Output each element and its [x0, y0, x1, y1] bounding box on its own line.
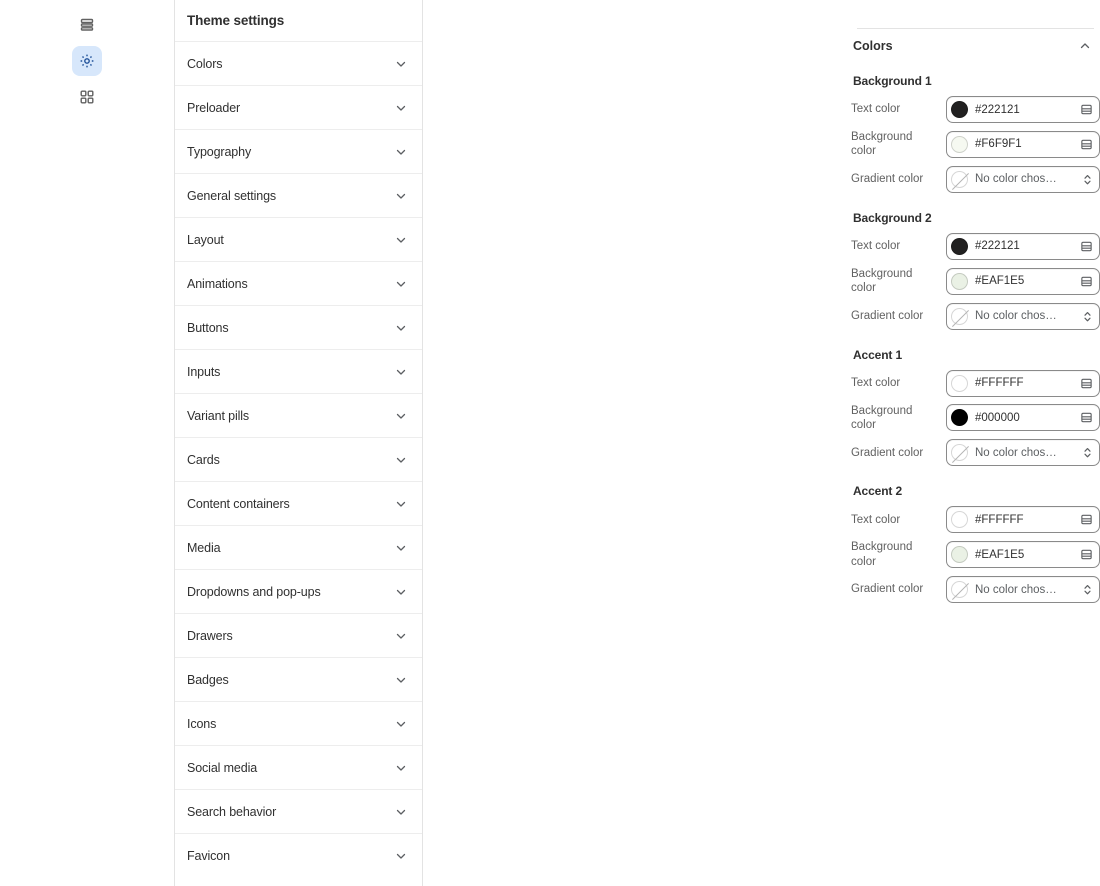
- settings-section-label: Dropdowns and pop-ups: [187, 584, 321, 599]
- color-swatch[interactable]: [951, 273, 968, 290]
- color-field: [851, 233, 1100, 260]
- chevron-down-icon[interactable]: [394, 497, 408, 511]
- color-value-text: No color chos…: [975, 446, 1057, 459]
- settings-section-row[interactable]: [175, 393, 422, 437]
- color-field-label: Background color: [851, 131, 913, 158]
- color-field-label: Background color: [851, 541, 913, 568]
- color-input[interactable]: [946, 268, 1100, 295]
- settings-section-label: Badges: [187, 672, 229, 687]
- settings-section-row[interactable]: [175, 41, 422, 85]
- theme-settings-icon-button[interactable]: [72, 46, 102, 76]
- color-swatch[interactable]: [951, 511, 968, 528]
- settings-section-label: Content containers: [187, 496, 290, 511]
- settings-section-label: Colors: [187, 56, 223, 71]
- color-swatch[interactable]: [951, 581, 968, 598]
- color-picker-icon[interactable]: [1080, 103, 1093, 116]
- chevron-down-icon[interactable]: [394, 761, 408, 775]
- color-swatch[interactable]: [951, 136, 968, 153]
- color-value-text: #FFFFFF: [975, 377, 1024, 389]
- color-value-text: No color chos…: [975, 583, 1057, 596]
- settings-section-row[interactable]: [175, 437, 422, 481]
- chevron-down-icon[interactable]: [394, 101, 408, 115]
- gradient-color-select[interactable]: [946, 576, 1100, 603]
- settings-section-label: Variant pills: [187, 408, 250, 423]
- color-value-text: #EAF1E5: [975, 548, 1025, 561]
- color-swatch[interactable]: [951, 308, 968, 325]
- color-picker-icon[interactable]: [1080, 377, 1093, 390]
- color-value-text: #000000: [975, 411, 1020, 424]
- color-picker-icon[interactable]: [1080, 548, 1093, 561]
- chevron-down-icon[interactable]: [394, 233, 408, 247]
- color-swatch[interactable]: [951, 238, 968, 255]
- color-value-text: #EAF1E5: [975, 275, 1025, 288]
- color-input[interactable]: [946, 131, 1100, 158]
- color-input[interactable]: [946, 96, 1100, 123]
- color-input[interactable]: [946, 541, 1100, 568]
- color-field-label: Gradient color: [851, 446, 924, 459]
- chevron-down-icon[interactable]: [394, 541, 408, 555]
- color-field: [851, 166, 1100, 193]
- settings-section-row[interactable]: [175, 613, 422, 657]
- gradient-color-select[interactable]: [946, 303, 1100, 330]
- color-field: [851, 576, 1100, 603]
- colors-settings-panel: [423, 0, 1057, 886]
- settings-section-row[interactable]: [175, 745, 422, 789]
- theme-settings-section-list: [175, 41, 422, 877]
- color-input[interactable]: [946, 233, 1100, 260]
- color-swatch[interactable]: [951, 409, 968, 426]
- theme-settings-title: Theme settings: [187, 13, 285, 28]
- color-field: [851, 506, 1100, 533]
- color-group-title: Accent 2: [853, 484, 903, 499]
- settings-section-label: Preloader: [187, 100, 241, 115]
- color-field-label: Background color: [851, 267, 913, 295]
- settings-section-row[interactable]: [175, 85, 422, 129]
- settings-section-row[interactable]: [175, 305, 422, 349]
- color-picker-icon[interactable]: [1080, 411, 1093, 424]
- select-chevrons-icon[interactable]: [1082, 310, 1093, 323]
- color-group: [851, 337, 1100, 467]
- color-value-text: No color chos…: [975, 310, 1057, 322]
- theme-settings-panel: [174, 0, 423, 886]
- colors-panel-header[interactable]: [851, 29, 1100, 63]
- color-swatch[interactable]: [951, 375, 968, 392]
- chevron-down-icon[interactable]: [394, 189, 408, 203]
- settings-section-row[interactable]: [175, 173, 422, 217]
- sections-icon-button[interactable]: [72, 10, 102, 40]
- settings-section-row[interactable]: [175, 129, 422, 173]
- settings-section-label: Favicon: [187, 848, 230, 863]
- color-group-title: Background 1: [853, 74, 932, 88]
- chevron-down-icon[interactable]: [394, 629, 408, 643]
- color-input[interactable]: [946, 404, 1100, 431]
- sections-icon: [79, 17, 95, 33]
- color-picker-icon[interactable]: [1080, 275, 1093, 288]
- color-picker-icon[interactable]: [1080, 513, 1093, 526]
- color-value-text: No color chos…: [975, 173, 1057, 186]
- chevron-up-icon[interactable]: [1078, 39, 1092, 53]
- color-field: [851, 439, 1100, 466]
- settings-section-row[interactable]: [175, 349, 422, 393]
- color-field: [851, 96, 1100, 123]
- color-swatch[interactable]: [951, 101, 968, 118]
- settings-section-label: Social media: [187, 760, 258, 775]
- color-swatch[interactable]: [951, 546, 968, 563]
- color-field-label: Text color: [851, 240, 901, 253]
- settings-section-row[interactable]: [175, 217, 422, 261]
- color-input[interactable]: [946, 506, 1100, 533]
- color-group: [851, 63, 1100, 193]
- color-swatch[interactable]: [951, 171, 968, 188]
- editor-icon-rail: [0, 0, 174, 886]
- color-input[interactable]: [946, 370, 1100, 397]
- color-field-label: Gradient color: [851, 173, 924, 186]
- color-field-label: Gradient color: [851, 583, 924, 596]
- settings-section-label: Inputs: [187, 364, 221, 379]
- settings-section-row[interactable]: [175, 789, 422, 833]
- chevron-down-icon[interactable]: [394, 409, 408, 423]
- chevron-down-icon[interactable]: [394, 805, 408, 819]
- color-field: [851, 370, 1100, 397]
- settings-section-label: Media: [187, 540, 221, 555]
- settings-section-label: Drawers: [187, 628, 233, 643]
- color-group-title: Background 2: [853, 210, 932, 225]
- chevron-down-icon[interactable]: [394, 365, 408, 379]
- color-field-label: Text color: [851, 103, 901, 116]
- color-field-label: Gradient color: [851, 309, 924, 322]
- settings-section-label: Buttons: [187, 320, 229, 335]
- settings-section-row[interactable]: [175, 525, 422, 569]
- chevron-down-icon[interactable]: [394, 717, 408, 731]
- settings-section-row[interactable]: [175, 481, 422, 525]
- color-picker-icon[interactable]: [1080, 138, 1093, 151]
- color-field-label: Text color: [851, 376, 901, 389]
- color-groups-list: [851, 63, 1100, 603]
- color-value-text: #FFFFFF: [975, 513, 1024, 526]
- chevron-down-icon[interactable]: [394, 849, 408, 863]
- settings-section-row[interactable]: [175, 569, 422, 613]
- apps-icon: [79, 89, 95, 105]
- chevron-down-icon[interactable]: [394, 585, 408, 599]
- color-field: [851, 303, 1100, 330]
- select-chevrons-icon[interactable]: [1082, 173, 1093, 186]
- color-group-title: Accent 1: [853, 347, 903, 362]
- settings-section-row[interactable]: [175, 701, 422, 745]
- chevron-down-icon[interactable]: [394, 145, 408, 159]
- settings-section-label: Search behavior: [187, 804, 277, 819]
- color-field: [851, 540, 1100, 569]
- settings-section-label: Icons: [187, 716, 217, 731]
- color-field: [851, 404, 1100, 433]
- settings-section-label: Cards: [187, 452, 220, 467]
- settings-section-label: Typography: [187, 144, 252, 159]
- color-swatch[interactable]: [951, 444, 968, 461]
- chevron-down-icon[interactable]: [394, 277, 408, 291]
- chevron-down-icon[interactable]: [394, 673, 408, 687]
- chevron-down-icon[interactable]: [394, 321, 408, 335]
- chevron-down-icon[interactable]: [394, 57, 408, 71]
- color-value-text: #222121: [975, 240, 1020, 253]
- select-chevrons-icon[interactable]: [1082, 446, 1093, 459]
- color-field-label: Background color: [851, 404, 913, 431]
- color-field: [851, 267, 1100, 296]
- gradient-color-select[interactable]: [946, 439, 1100, 466]
- colors-panel-title: Colors: [853, 39, 893, 53]
- color-field: [851, 130, 1100, 159]
- gear-icon: [79, 53, 95, 69]
- color-field-label: Text color: [851, 513, 901, 526]
- select-chevrons-icon[interactable]: [1082, 583, 1093, 596]
- settings-section-row[interactable]: [175, 261, 422, 305]
- settings-section-row[interactable]: [175, 833, 422, 877]
- settings-section-label: General settings: [187, 188, 277, 203]
- apps-icon-button[interactable]: [72, 82, 102, 112]
- settings-section-label: Layout: [187, 232, 224, 247]
- color-value-text: #F6F9F1: [975, 138, 1022, 151]
- gradient-color-select[interactable]: [946, 166, 1100, 193]
- color-value-text: #222121: [975, 103, 1020, 116]
- settings-section-label: Animations: [187, 276, 248, 291]
- color-group: [851, 473, 1100, 603]
- color-group: [851, 200, 1100, 330]
- color-picker-icon[interactable]: [1080, 240, 1093, 253]
- chevron-down-icon[interactable]: [394, 453, 408, 467]
- settings-section-row[interactable]: [175, 657, 422, 701]
